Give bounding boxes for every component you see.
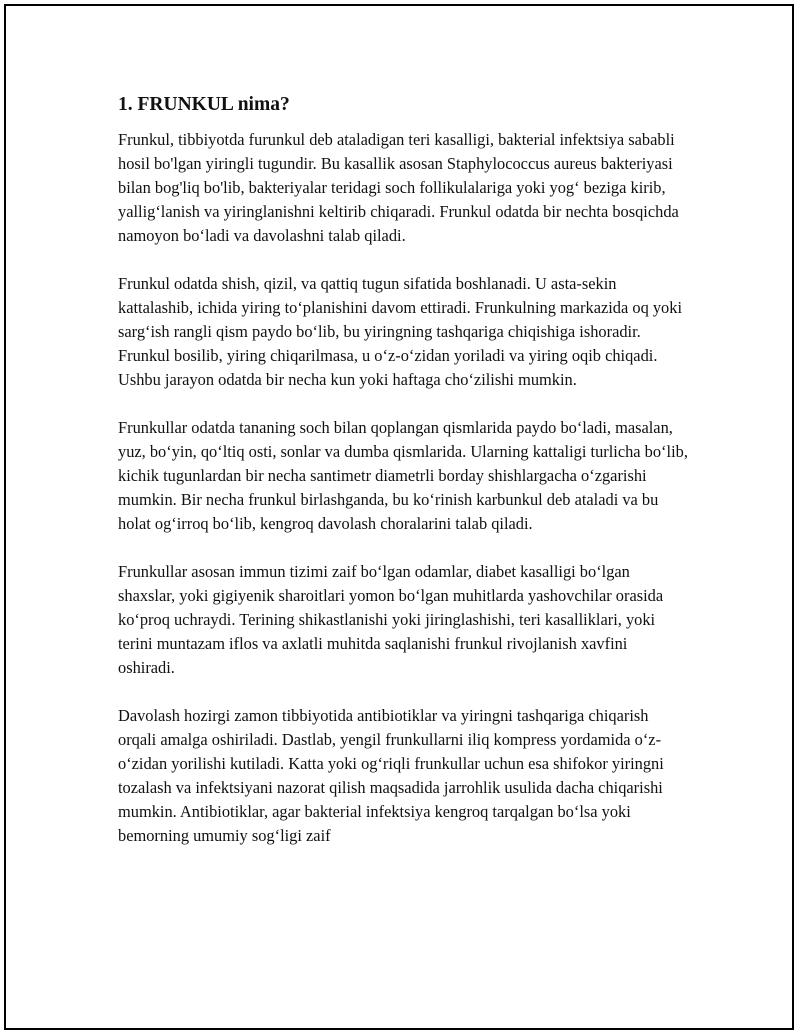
document-body <box>118 92 688 872</box>
paragraph-progression: Frunkul odatda shish, qizil, va qattiq tugun sifatida boshlanadi. U asta-sekin kattalashib, ichida yiring to‘planishini davom ettiradi. Frunkulning markazida oq yoki sarg‘ish rangli qism paydo bo‘lib, bu yiringning tashqariga chiqishiga ishoradir. Frunkul bosilib, yiring chiqarilmasa, u o‘z-o‘zidan yoriladi va yiring oqib chiqadi. Ushbu jarayon odatda bir necha kun yoki haftaga cho‘zilishi mumkin. <box>118 274 682 389</box>
paragraph-definition: Frunkul, tibbiyotda furunkul deb ataladigan teri kasalligi, bakterial infektsiya sababli hosil bo'lgan yiringli tugundir. Bu kasallik asosan Staphylococcus aureus bakteriyasi bilan bog'liq bo'lib, bakteriyalar teridagi soch follikulalariga yoki yog‘ beziga kirib, yallig‘lanish va yiringlanishni keltirib chiqaradi. Frunkul odatda bir nechta bosqichda namoyon bo‘ladi va davolashni talab qiladi. <box>118 130 679 245</box>
section-heading: 1. FRUNKUL nima? <box>118 94 290 115</box>
paragraph-locations: Frunkullar odatda tananing soch bilan qoplangan qismlarida paydo bo‘ladi, masalan, yuz, bo‘yin, qo‘ltiq osti, sonlar va dumba qismlarida. Ularning kattaligi turlicha bo‘lib, kichik tugunlardan bir necha santimetr diametrli borday shishlargacha o‘zgarishi mumkin. Bir necha frunkul birlashganda, bu ko‘rinish karbunkul deb ataladi va bu holat og‘irroq bo‘lib, kengroq davolash choralarini talab qiladi. <box>118 418 688 533</box>
paragraph-risk-factors: Frunkullar asosan immun tizimi zaif bo‘lgan odamlar, diabet kasalligi bo‘lgan shaxslar, yoki gigiyenik sharoitlari yomon bo‘lgan muhitlarda yashovchilar orasida ko‘proq uchraydi. Terining shikastlanishi yoki jiringlashishi, teri kasalliklari, yoki terini muntazam iflos va axlatli muhitda saqlanishi frunkul rivojlanish xavfini oshiradi. <box>118 562 664 677</box>
paragraph-treatment: Davolash hozirgi zamon tibbiyotida antibiotiklar va yiringni tashqariga chiqarish orqali amalga oshiriladi. Dastlab, yengil frunkullarni iliq kompress yordamida o‘z-o‘zidan yorilishi kutiladi. Katta yoki og‘riqli frunkullar uchun esa shifokor yiringni tozalash va infektsiyani nazorat qilish maqsadida jarrohlik usulida dacha chiqarishi mumkin. Antibiotiklar, agar bakterial infektsiya kengroq tarqalgan bo‘lsa yoki bemorning umumiy sog‘ligi zaif <box>118 706 664 845</box>
